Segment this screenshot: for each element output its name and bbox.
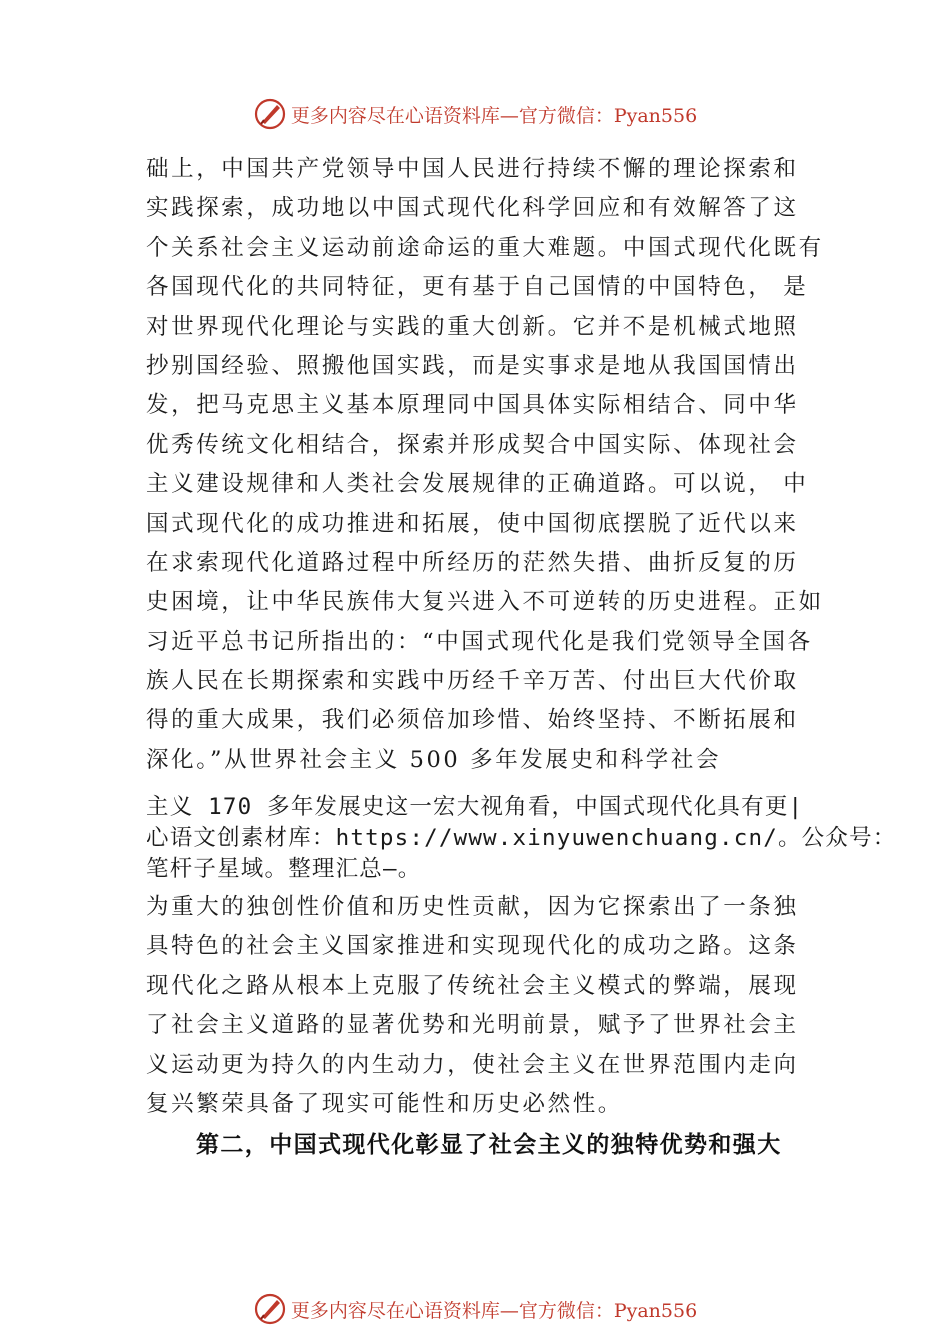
text-line: 了社会主义道路的显著优势和光明前景，赋予了世界社会主 <box>146 1012 799 1039</box>
note-line: 心语文创素材库：https://www.xinyuwenchuang.cn/。公众号： <box>146 825 897 851</box>
header-label: 更多内容尽在心语资料库—官方微信： <box>290 104 614 127</box>
footer-handle: Pyan556 <box>613 1299 698 1322</box>
text-line: 深化。”从世界社会主义 500 多年发展史和科学社会 <box>146 746 722 773</box>
text-line: 义运动更为持久的内生动力，使社会主义在世界范围内走向 <box>146 1051 799 1078</box>
text-line: 具特色的社会主义国家推进和实现现代化的成功之路。这条 <box>146 933 799 960</box>
text-line: 习近平总书记所指出的：“中国式现代化是我们党领导全国各 <box>146 628 813 655</box>
text-line: 优秀传统文化相结合，探索并形成契合中国实际、体现社会 <box>146 431 799 458</box>
quill-logo-icon <box>253 1292 287 1326</box>
header-watermark <box>0 94 950 134</box>
text-line: 为重大的独创性价值和历史性贡献，因为它探索出了一条独 <box>146 894 799 920</box>
text-line: 础上，中国共产党领导中国人民进行持续不懈的理论探索和 <box>146 156 799 182</box>
quill-logo-icon <box>253 97 287 131</box>
text-line: 史困境，让中华民族伟大复兴进入不可逆转的历史进程。正如 <box>146 589 824 616</box>
text-line: 实践探索，成功地以中国式现代化科学回应和有效解答了这 <box>146 195 799 222</box>
text-line: 个关系社会主义运动前途命运的重大难题。中国式现代化既有 <box>146 234 824 261</box>
text-line: 在求索现代化道路过程中所经历的茫然失措、曲折反复的历 <box>146 549 799 576</box>
footer-watermark <box>0 1289 950 1329</box>
note-line: 主义 170 多年发展史这一宏大视角看，中国式现代化具有更| <box>146 794 804 820</box>
source-note <box>146 792 897 885</box>
body-paragraph-2 <box>146 888 826 1124</box>
text-line: 现代化之路从根本上克服了传统社会主义模式的弊端，展现 <box>146 972 799 999</box>
text-line: 发，把马克思主义基本原理同中国具体实际相结合、同中华 <box>146 392 799 419</box>
text-line: 国式现代化的成功推进和拓展，使中国彻底摆脱了近代以来 <box>146 510 799 537</box>
text-line: 抄别国经验、照搬他国实践，而是实事求是地从我国国情出 <box>146 352 799 379</box>
body-paragraph-1 <box>146 150 826 780</box>
text-line: 各国现代化的共同特征，更有基于自己国情的中国特色， 是 <box>146 274 809 301</box>
note-line: 笔杆子星域。整理汇总—。 <box>146 856 422 882</box>
section-heading: 第二，中国式现代化彰显了社会主义的独特优势和强大 <box>196 1132 782 1158</box>
text-line: 族人民在长期探索和实践中历经千辛万苦、付出巨大代价取 <box>146 668 799 695</box>
header-text <box>291 101 697 128</box>
text-line: 得的重大成果，我们必须倍加珍惜、始终坚持、不断拓展和 <box>146 707 799 734</box>
text-line: 复兴繁荣具备了现实可能性和历史必然性。 <box>146 1090 623 1117</box>
header-handle: Pyan556 <box>613 104 698 127</box>
text-line: 对世界现代化理论与实践的重大创新。它并不是机械式地照 <box>146 313 799 340</box>
text-line: 主义建设规律和人类社会发展规律的正确道路。可以说， 中 <box>146 471 809 498</box>
footer-text <box>291 1296 697 1323</box>
footer-label: 更多内容尽在心语资料库—官方微信： <box>290 1299 614 1322</box>
